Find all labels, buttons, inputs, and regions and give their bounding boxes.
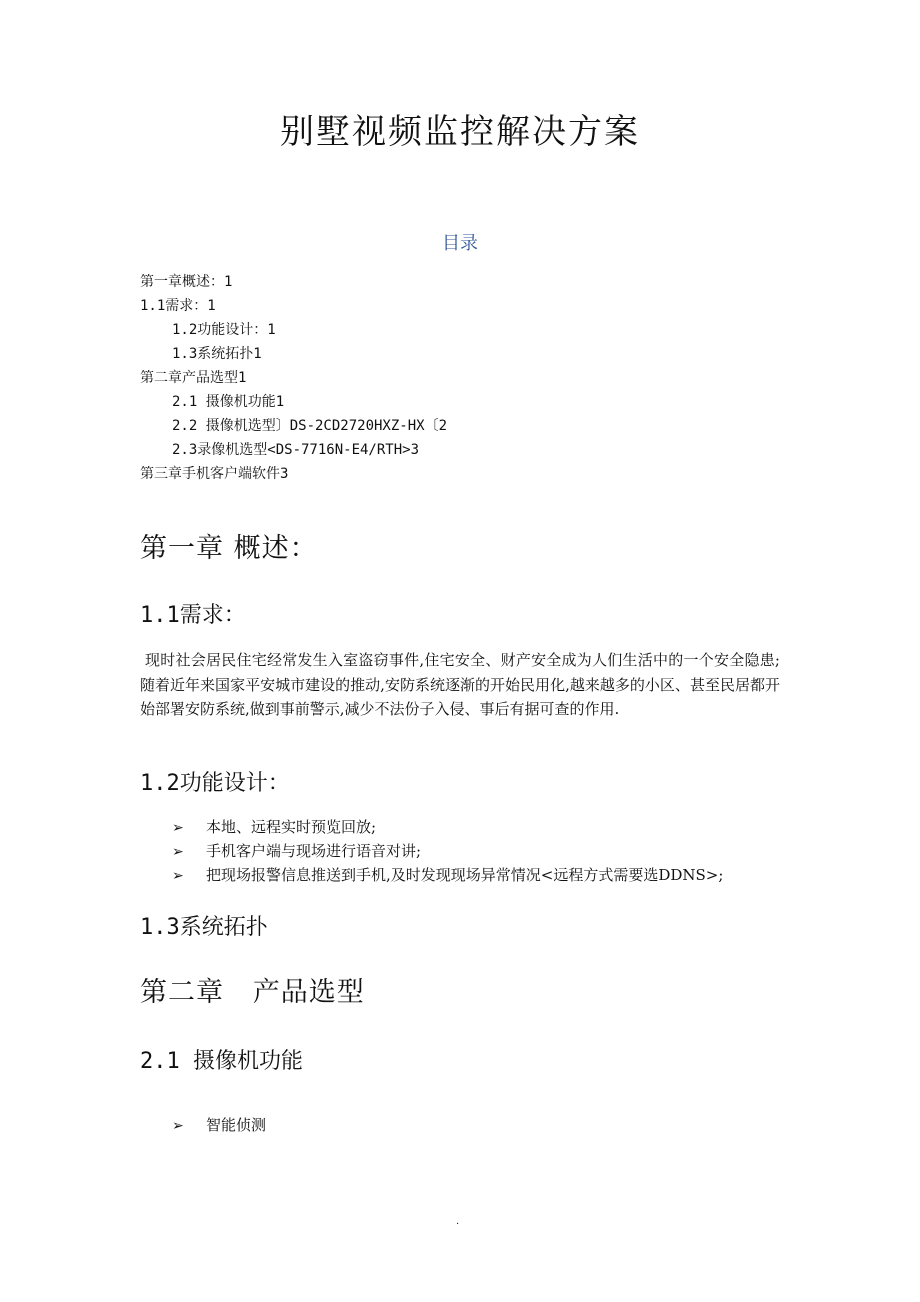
list-item-text: 本地、远程实时预览回放; [206, 818, 377, 836]
toc-entry[interactable]: 2.2 摄像机选型〕DS-2CD2720HXZ-HX〔2 [172, 418, 448, 434]
list-item-text: 智能侦测 [206, 1116, 267, 1134]
list-item [172, 863, 723, 887]
section-1-3-heading: 1.3系统拓扑 [140, 915, 268, 940]
function-list [172, 815, 723, 887]
document-title: 别墅视频监控解决方案 [280, 112, 640, 152]
toc-entry[interactable]: 2.1 摄像机功能1 [172, 394, 285, 410]
section-2-1-heading: 2.1 摄像机功能 [140, 1049, 303, 1074]
list-item [172, 839, 723, 863]
arrow-bullet-icon: ➢ [172, 844, 184, 860]
toc-entry[interactable]: 1.3系统拓扑1 [172, 346, 262, 362]
chapter-1-heading: 第一章 概述： [140, 533, 318, 564]
list-item-text: 把现场报警信息推送到手机,及时发现现场异常情况<远程方式需要选DDNS>; [206, 866, 724, 884]
toc-entry[interactable]: 第三章手机客户端软件3 [140, 466, 289, 482]
toc-entry[interactable]: 1.2功能设计：1 [172, 322, 276, 338]
toc-entry[interactable]: 第二章产品选型1 [140, 370, 247, 386]
list-item [172, 1113, 266, 1137]
camera-function-list [172, 1113, 266, 1137]
section-1-1-paragraph: 现时社会居民住宅经常发生入室盗窃事件,住宅安全、财产安全成为人们生活中的一个安全隐患;随着近年来国家平安城市建设的推动,安防系统逐渐的开始民用化,越来越多的小区、甚至民居都开始部署安防系统,做到事前警示,减少不法份子入侵、事后有据可查的作用. [140, 651, 780, 718]
chapter-2-heading: 第二章 产品选型 [140, 977, 365, 1008]
toc-entry[interactable]: 第一章概述：1 [140, 274, 233, 290]
toc-heading: 目录 [442, 233, 478, 254]
arrow-bullet-icon: ➢ [172, 820, 184, 836]
page-footer-dot: . [456, 1216, 460, 1227]
arrow-bullet-icon: ➢ [172, 1118, 184, 1134]
toc-entry[interactable]: 1.1需求：1 [140, 298, 216, 314]
list-item-text: 手机客户端与现场进行语音对讲; [206, 842, 422, 860]
arrow-bullet-icon: ➢ [172, 868, 184, 884]
toc-entry[interactable]: 2.3录像机选型<DS-7716N-E4/RTH>3 [172, 442, 420, 458]
table-of-contents [140, 270, 447, 486]
list-item [172, 815, 723, 839]
section-1-1-heading: 1.1需求： [140, 603, 246, 628]
section-1-2-heading: 1.2功能设计： [140, 771, 290, 796]
